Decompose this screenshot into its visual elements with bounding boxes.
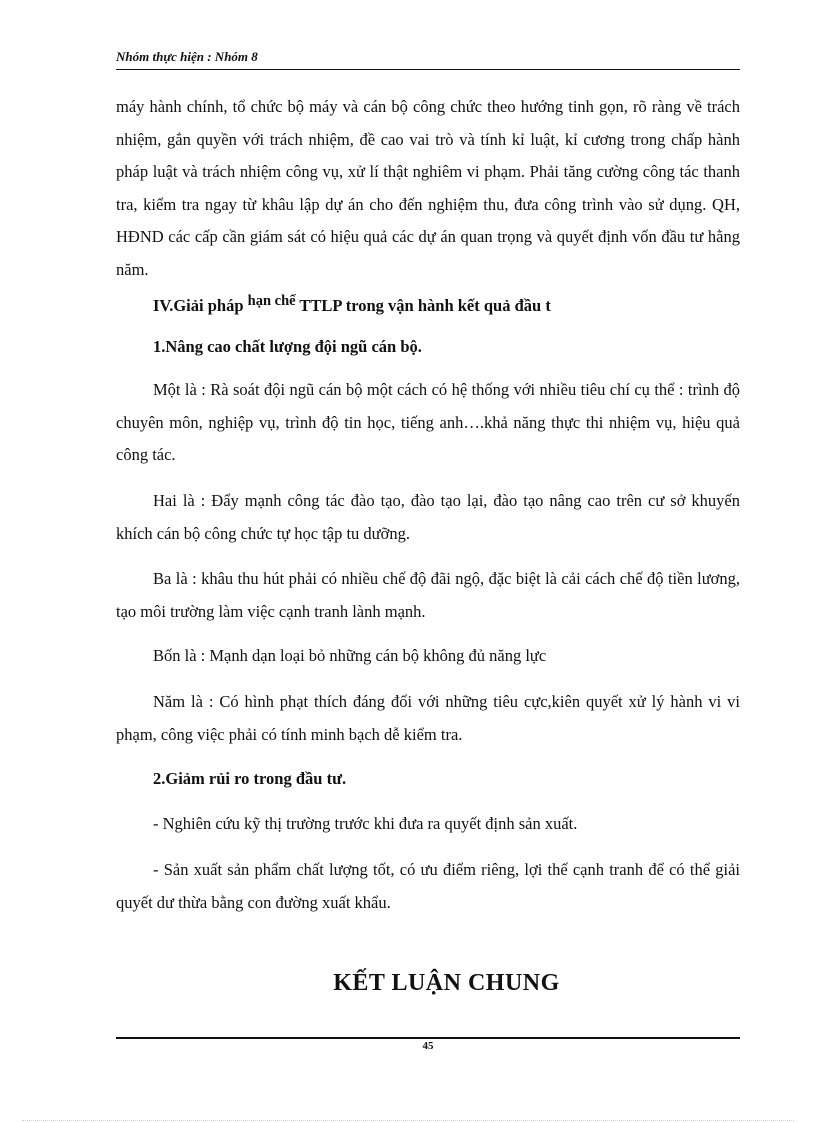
bullet-item-1: - Nghiên cứu kỹ thị trường trước khi đưa ra quyết định sản xuất. [153, 814, 578, 833]
intro-paragraph: máy hành chính, tổ chức bộ máy và cán bộ công chức theo hướng tinh gọn, rõ ràng về trách nhiệm, gắn quyền với trách nhiệm, đề cao vai trò và tính kỉ luật, kỉ cương trong chấp hành pháp luật và trách nhiệm công vụ, xử lí thật nghiêm vi phạm. Phải tăng cường công tác thanh tra, kiểm tra ngay từ khâu lập dự án cho đến nghiệm thu, đưa công trình vào sử dụng. QH, HĐND các cấp cần giám sát có hiệu quả các dự án quan trọng và quyết định vốn đầu tư hằng năm. [116, 97, 740, 279]
paragraph-bon-la: Bốn là : Mạnh dạn loại bỏ những cán bộ không đủ năng lực [153, 646, 547, 665]
footer-divider [116, 1037, 740, 1039]
section-4-heading-part-2: hạn chế [247, 293, 296, 309]
page-header [116, 48, 740, 70]
subheading-2: 2.Giảm rủi ro trong đầu tư. [153, 769, 347, 788]
header-group-label: Nhóm thực hiện : Nhóm 8 [116, 49, 258, 64]
page-bottom-dotted-line [22, 1120, 794, 1121]
section-4-heading-part-1: IV.Giải pháp [153, 296, 248, 315]
paragraph-nam-la: Năm là : Có hình phạt thích đáng đối với những tiêu cực,kiên quyết xử lý hành vi vi phạm, công việc phải có tính minh bạch dễ kiểm tra. [116, 692, 740, 744]
page-number: 45 [422, 1040, 434, 1052]
conclusion-title: KẾT LUẬN CHUNG [333, 970, 560, 996]
section-4-heading [153, 295, 551, 318]
section-4-heading-part-3: TTLP trong vận hành kết quả đầu t [295, 296, 551, 315]
paragraph-hai-la: Hai là : Đẩy mạnh công tác đào tạo, đào tạo lại, đào tạo nâng cao trên cư sở khuyến khích cán bộ công chức tự học tập tu dưỡng. [116, 491, 740, 543]
bullet-item-2: - Sản xuất sản phẩm chất lượng tốt, có ưu điểm riêng, lợi thế cạnh tranh để có thể giải quyết dư thừa bằng con đường xuất khẩu. [116, 860, 740, 912]
paragraph-mot-la: Một là : Rà soát đội ngũ cán bộ một cách có hệ thống với nhiều tiêu chí cụ thể : trình độ chuyên môn, nghiệp vụ, trình độ tin học, tiếng anh….khả năng thực thi nhiệm vụ, hiệu quả công tác. [116, 380, 740, 464]
paragraph-ba-la: Ba là : khâu thu hút phải có nhiều chế độ đãi ngộ, đặc biệt là cải cách chế độ tiền lương, tạo môi trường làm việc cạnh tranh lành mạnh. [116, 569, 740, 621]
subheading-1: 1.Nâng cao chất lượng đội ngũ cán bộ. [153, 337, 422, 356]
